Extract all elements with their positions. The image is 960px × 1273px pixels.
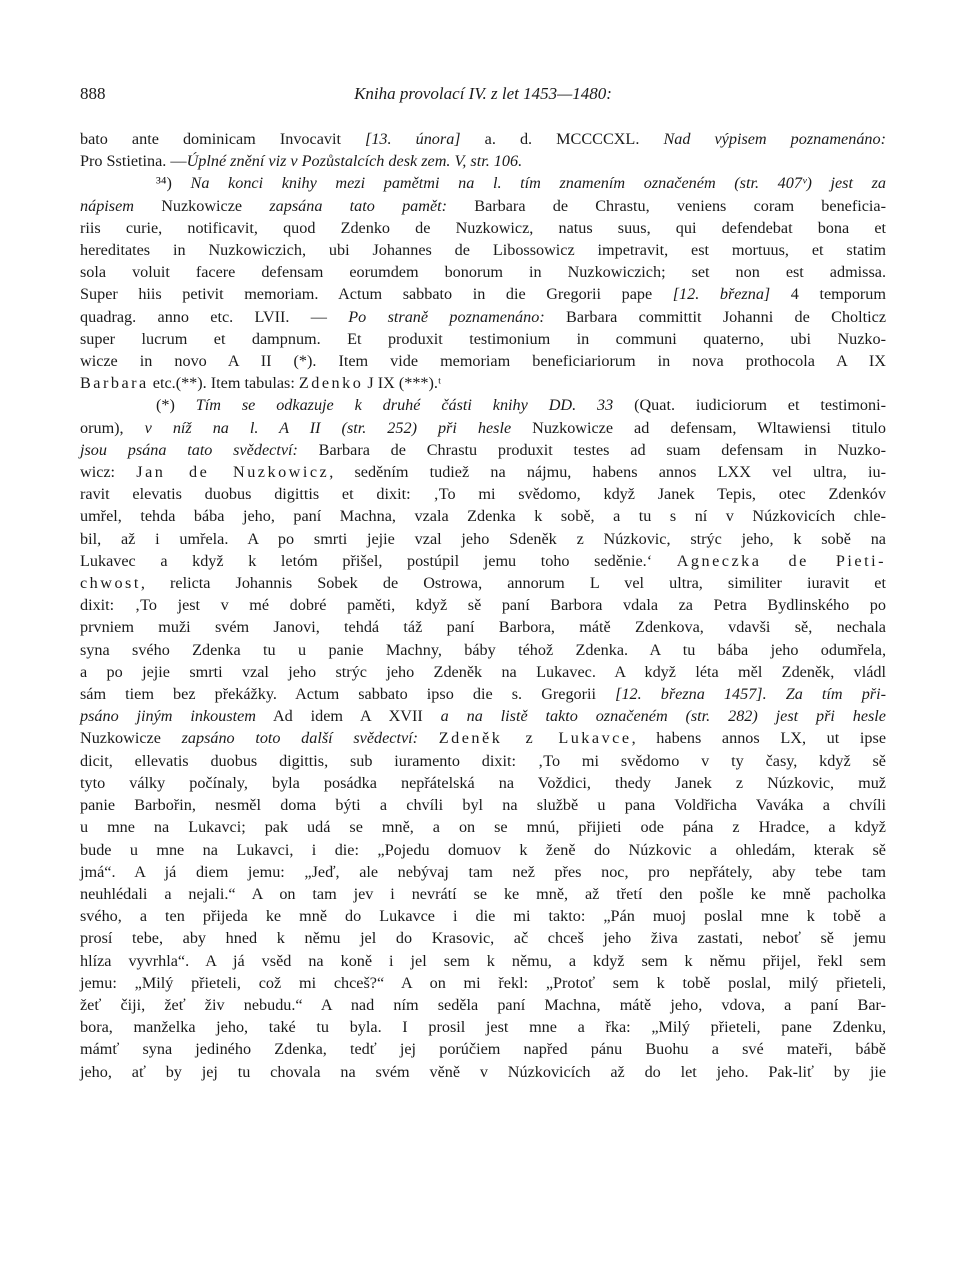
- text-span: orum),: [80, 418, 145, 437]
- text-line: [80, 261, 886, 283]
- text-span: bude u mne na Lukavci, i die: „Pojedu domuov k ženě do Núzkovic a ohledám, kterak sě: [80, 840, 886, 859]
- text-span: quadrag. anno etc. LVII. —: [80, 307, 349, 326]
- text-span: Nuzkowicze ad defensam, Wltawiensi titulo: [511, 418, 887, 437]
- text-line: [80, 883, 886, 905]
- text-span: super lucrum et dampnum. Et produxit testimonium in communi quaterno, ubi Nuzko-: [80, 329, 886, 348]
- text-line: [80, 839, 886, 861]
- text-line: [80, 550, 886, 572]
- text-span: jmá“. A já diem jemu: „Jeď, ale nebývaj tam než přes noc, pro nepřátely, aby tebe tam: [80, 862, 886, 881]
- italic-span: ᵛ: [801, 174, 807, 193]
- italic-span: nápisem: [80, 196, 134, 215]
- text-span: jeho, ať by jej tu chovala na svém věně v Núzkovicích až do let jeho. Pak-liť by jie: [80, 1062, 886, 1081]
- text-line: [80, 128, 886, 150]
- text-line: [80, 794, 886, 816]
- page-number: 888: [80, 84, 106, 103]
- text-line: [80, 705, 886, 727]
- italic-span: Tím se odkazuje k druhé části knihy DD. 33: [195, 396, 614, 415]
- text-line: [80, 172, 886, 194]
- spaced-name: Zdeněk z Lukavce: [438, 729, 632, 748]
- text-span: 4 temporum: [770, 285, 886, 304]
- text-span: ravit elevatis duobus digittis et dixit: ‚To mi svědomo, když Janek Tepis, otec Zdenkóv: [80, 485, 886, 504]
- text-line: [80, 328, 886, 350]
- text-span: svého, a ten přijeda ke mně do Lukavce i die mi takto: „Pán muoj poslal mne k tobě a: [80, 907, 886, 926]
- text-span: sám tiem bez překážky. Actum sabbato ipso die s. Gregorii: [80, 685, 616, 704]
- text-span: dixit: ‚To jest v mé dobré paměti, když sě paní Barbora vdala za Petra Bydlinského po: [80, 596, 886, 615]
- text-line: [80, 217, 886, 239]
- text-span: prosí tebe, aby hned k němu jel do Krasovic, ač chceš jeho živa zastati, neboť sě jemu: [80, 929, 886, 948]
- italic-span: [12. března 1457]. Za tím při-: [615, 685, 886, 704]
- text-span: (Quat. iudiciorum et testimoni-: [613, 396, 887, 415]
- text-line: [80, 661, 886, 683]
- text-span: prvniem muži svém Janovi, tehdá táž paní Barbora, mátě Zdenkova, vdavši sě, nechala: [80, 618, 886, 637]
- text-line: [80, 594, 886, 616]
- text-span: Barbara de Chrastu produxit testes ad suam defensam in Nuzko-: [297, 440, 886, 459]
- text-span: hereditates in Nuzkowiczich, ubi Johannes de Libossowicz impetravit, est mortuus, et statim: [80, 241, 886, 260]
- spaced-name: Barbara: [80, 374, 149, 393]
- text-line: [80, 572, 886, 594]
- text-line: [80, 639, 886, 661]
- body-text: [80, 128, 886, 1083]
- text-line: [80, 750, 886, 772]
- text-line: [80, 1061, 886, 1083]
- text-span: Nuzkowicze: [80, 729, 182, 748]
- italic-span: zapsána tato pamět:: [269, 196, 448, 215]
- text-span: Super hiis petivit memoriam. Actum sabbato in die Gregorii pape: [80, 285, 673, 304]
- text-span: a po jejie smrti vzal jeho strýc jeho Zdeněk na Lukavec. A když léta měl Zdeněk, vládl: [80, 662, 886, 681]
- text-span: bil, až i umřela. A po smrti jejie vzal jeho Sdeněk z Núzkovic, strýc jeho, k sobě na: [80, 529, 886, 548]
- text-span: , relicta Johannis Sobek de Ostrowa, annorum L vel ultra, similiter iuravit et: [140, 574, 886, 593]
- text-span: , habens annos LX, ut ipse: [631, 729, 887, 748]
- text-span: umřel, tehda bába jeho, paní Machna, vzala Zdenka k sobě, a tu s ní v Núzkovicích chle-: [80, 507, 886, 526]
- text-span: dicit, ellevatis duobus digittis, sub iuramento dixit: ‚To mi svědomo v ty časy, když sě: [80, 751, 886, 770]
- text-line: [80, 394, 886, 416]
- text-line: [80, 1038, 886, 1060]
- text-line: [80, 905, 886, 927]
- spaced-name: Agneczka de Pieti-: [676, 551, 886, 570]
- text-line: [80, 505, 886, 527]
- text-span: bato ante dominicam Invocavit: [80, 130, 366, 148]
- text-line: [80, 927, 886, 949]
- text-line: [80, 439, 886, 461]
- text-line: [80, 950, 886, 972]
- text-line: [80, 972, 886, 994]
- text-span: (*): [156, 396, 196, 415]
- text-span: J IX (***).ᵗ: [363, 374, 442, 393]
- text-span: bora, manželka jeho, také tu byla. I prosil jest mne a řka: „Milý přieteli, pane Zdenku,: [80, 1018, 886, 1037]
- text-line: [80, 683, 886, 705]
- spaced-name: Jan de Nuzkowicz: [136, 463, 330, 482]
- text-line: [80, 350, 886, 372]
- text-line: [80, 372, 886, 394]
- italic-span: ) jest za: [806, 174, 887, 193]
- text-span: hlíza vyvrhla“. A já vsěd na koně i jel sem k němu, a když sem k němu přijel, řekl sem: [80, 951, 886, 970]
- text-line: [80, 772, 886, 794]
- text-span: Ad idem A XVII: [256, 707, 441, 726]
- text-line: [80, 417, 886, 439]
- text-span: neuhlédali a nejali.“ A on tam jev i nevrátí se ke mně, až třetí den pošle ke mně pacholka: [80, 884, 886, 903]
- text-span: žeť čiji, žeť živ nebudu.“ A nad ním seděla paní Machna, mátě jeho, vdova, a paní Bar-: [80, 995, 886, 1014]
- text-line: [80, 239, 886, 261]
- text-span: a. d. MCCCCXL.: [460, 130, 664, 148]
- text-span: Barbara committit Johanni de Cholticz: [544, 307, 887, 326]
- spaced-name: chwost: [80, 574, 141, 593]
- text-line: [80, 195, 886, 217]
- italic-span: a na listě takto označeném (str. 282) jest při hesle: [440, 707, 886, 726]
- text-span: Nuzkowicze: [133, 196, 270, 215]
- text-line: [80, 727, 886, 749]
- text-span: Lukavec a když k letóm přišel, postúpil jemu toho seděnie.‘: [80, 551, 677, 570]
- italic-span: [13. února]: [365, 130, 461, 148]
- text-span: wicze in novo A II (*). Item vide memoriam beneficiariorum in nova prothocola A IX: [80, 352, 886, 371]
- text-span: wicz:: [80, 463, 137, 482]
- text-span: u mne na Lukavci; pak udá se mně, a on se mnú, přijieti ode pána z Hradce, a když: [80, 818, 886, 837]
- text-span: etc.(**). Item tabulas:: [148, 374, 299, 393]
- italic-span: [12. března]: [672, 285, 771, 304]
- text-span: panie Barbořin, nesměl doma býti a chvíli byl na službě u pana Voldřicha Vaváka a chvíli: [80, 796, 886, 815]
- text-span: riis curie, notificavit, quod Zdenko de Nuzkowicz, natus suus, qui defendebat bona et: [80, 218, 886, 237]
- text-line: [80, 461, 886, 483]
- text-line: [80, 616, 886, 638]
- italic-span: v níž na l. A II (str. 252) při hesle: [144, 418, 512, 437]
- text-span: ³⁴): [156, 174, 191, 193]
- text-span: Pro Sstietina. —: [80, 152, 187, 171]
- text-line: [80, 528, 886, 550]
- text-span: syna svého Zdenka tu u panie Machny, báby téhož Zdenka. A tu bába jeho odumřela,: [80, 640, 886, 659]
- italic-span: psáno jiným inkoustem: [80, 707, 256, 726]
- text-line: [80, 306, 886, 328]
- running-title: Kniha provolací IV. z let 1453—1480:: [354, 84, 612, 103]
- text-span: tyto války počínaly, byla posádka nepřátelská na Voždici, thedy Janek z Núzkovic, muž: [80, 773, 886, 792]
- italic-span: jsou psána tato svědectví:: [80, 440, 298, 459]
- page-header: [80, 84, 886, 110]
- text-line: [80, 994, 886, 1016]
- italic-span: Na konci knihy mezi pamětmi na l. tím znamením označeném (str. 407: [190, 174, 802, 193]
- text-line: [80, 816, 886, 838]
- italic-span: Úplné znění viz v Pozůstalcích desk zem. V, str. 106.: [186, 152, 523, 171]
- text-span: mámť syna jediného Zdenka, tedť jej porúčiem napřed pánu Buohu a své mateři, bábě: [80, 1040, 886, 1059]
- text-span: sola voluit facere defensam eorumdem bonorum in Nuzkowiczich; set non est admissa.: [80, 263, 886, 282]
- text-span: , seděním tudiež na nájmu, habens annos LXX vel ultra, iu-: [329, 463, 886, 482]
- italic-span: Nad výpisem poznamenáno:: [663, 130, 886, 148]
- text-line: [80, 283, 886, 305]
- text-span: Barbara de Chrastu, veniens coram beneficia-: [447, 196, 886, 215]
- text-line: [80, 483, 886, 505]
- text-line: [80, 861, 886, 883]
- italic-span: Po straně poznamenáno:: [348, 307, 545, 326]
- text-span: [418, 729, 439, 747]
- text-span: jemu: „Milý přieteli, což mi chceš?“ A on mi řekl: „Protoť sem k tobě poslal, milý přieteli,: [80, 973, 886, 992]
- text-line: [80, 1016, 886, 1038]
- text-line: [80, 150, 886, 172]
- spaced-name: Zdenko: [298, 374, 364, 393]
- italic-span: zapsáno toto další svědectví:: [181, 729, 419, 748]
